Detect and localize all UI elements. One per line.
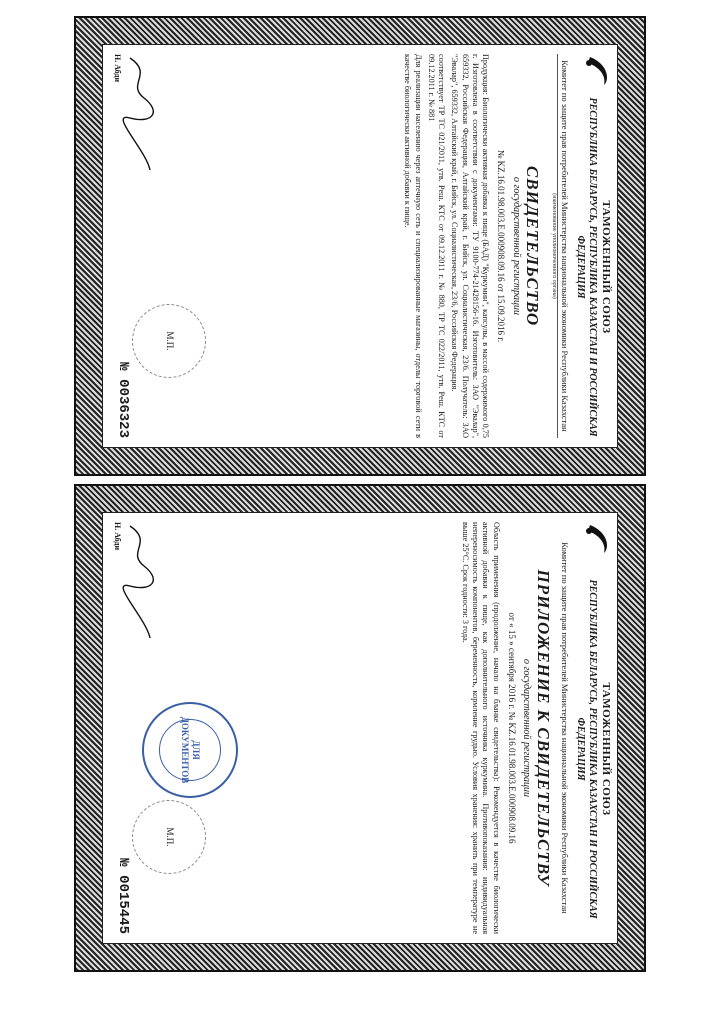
seal-text: ДЛЯ ДОКУМЕНТОВ <box>180 716 202 784</box>
customs-union-emblem-icon <box>582 522 612 556</box>
annex-number: от « 15 » сентября 2016 г. № KZ.16.01.98.003.Е.000908.09.16 <box>506 612 517 844</box>
document-title: СВИДЕТЕЛЬСТВО <box>523 165 543 327</box>
document-subtitle: о государственной регистрации <box>510 176 522 316</box>
mp-seal-placeholder <box>132 304 206 378</box>
union-name: ТАМОЖЕННЫЙ СОЮЗ <box>600 200 612 334</box>
certificate-page <box>74 16 646 476</box>
annex-body <box>460 522 501 934</box>
mp-label: М.П. <box>164 331 175 351</box>
union-block <box>573 564 612 934</box>
annex-header <box>573 522 612 934</box>
customs-union-emblem-icon <box>582 54 612 88</box>
union-block <box>573 96 612 438</box>
certificate-number: № KZ.16.01.98.003.Е.000908.09.16 от 15.09.2016 г. <box>496 149 507 343</box>
member-countries: РЕСПУБЛИКА БЕЛАРУСЬ, РЕСПУБЛИКА КАЗАХСТАН И РОССИЙСКАЯ ФЕДЕРАЦИЯ <box>574 97 599 437</box>
union-name: ТАМОЖЕННЫЙ СОЮЗ <box>600 682 612 816</box>
compliance-statement: соответствует ТР ТС 021/2011, утв. Реш. КТС от 09.12.2011 г. № 880, ТР ТС 022/2011, утв. Реш. КТС от 09.12.2011 г. № 881 <box>426 54 447 438</box>
certificate-inner <box>102 44 618 448</box>
signer-name: Н. Абди <box>113 522 122 551</box>
issuer-note: (наименование уполномоченного органа) <box>549 54 558 438</box>
serial-number: № 0015445 <box>115 858 132 934</box>
certificate-header <box>573 54 612 438</box>
annex-inner <box>102 512 618 944</box>
issuer: Комитет по защите прав потребителей Министерства национальной экономики Республики Казахстан <box>560 542 571 914</box>
product-description: Продукция: Биологически активная добавка к пище (БАД) "Куркумин", капсулы, в массой содержимого 0,75 г. Изготовлена в соответствии с документами: ТУ 9100-774-21428156-16. Изготовитель: ЗАО "Эвалар", 659332, Российская Федерация, Алтайский край, г. Бийск, ул. Социалистическая, 23/6. Получатель: ЗАО "Эвалар", 659332, Алтайский край, г. Бийск, ул. Социалистическая, 23/6, Российская Федерация. <box>450 54 491 438</box>
annex-content <box>102 512 618 944</box>
member-countries: РЕСПУБЛИКА БЕЛАРУСЬ, РЕСПУБЛИКА КАЗАХСТАН И РОССИЙСКАЯ ФЕДЕРАЦИЯ <box>574 579 599 919</box>
annex-page <box>74 484 646 972</box>
annex-subtitle: о государственной регистрации <box>521 658 533 798</box>
annex-body-text: Область применения (продолжение, начало на бланке свидетельства): Рекомендуется в качестве биологически активной добавки к пище, как дополнительного источника куркумина. Противопоказания: индивидуальная непереносимость компонентов, беременность, кормление грудью. Условия хранения: хранить при температуре не выше 25°С. Срок годности: 3 года. <box>460 522 501 934</box>
seal-inner <box>159 716 221 784</box>
mp-label: М.П. <box>164 827 175 847</box>
issuer: Комитет по защите прав потребителей Министерства национальной экономики Республики Казахстан <box>560 60 571 432</box>
usage-area: Для реализации населению через аптечную сеть и специализированные магазины, отделы торговой сети в качестве биологически активной добавки к пище. <box>403 54 423 438</box>
signer-name: Н. Абди <box>113 54 122 83</box>
certificate-content <box>102 44 618 448</box>
annex-title: ПРИЛОЖЕНИЕ К СВИДЕТЕЛЬСТВУ <box>533 569 553 887</box>
signature-block <box>112 522 156 722</box>
mp-seal-placeholder <box>132 800 206 874</box>
official-seal-icon <box>142 702 238 798</box>
serial-number: № 0036323 <box>115 362 132 438</box>
certificate-body <box>402 54 490 438</box>
signature-block <box>112 54 156 254</box>
signature-icon <box>122 54 156 174</box>
signature-icon <box>122 522 156 642</box>
